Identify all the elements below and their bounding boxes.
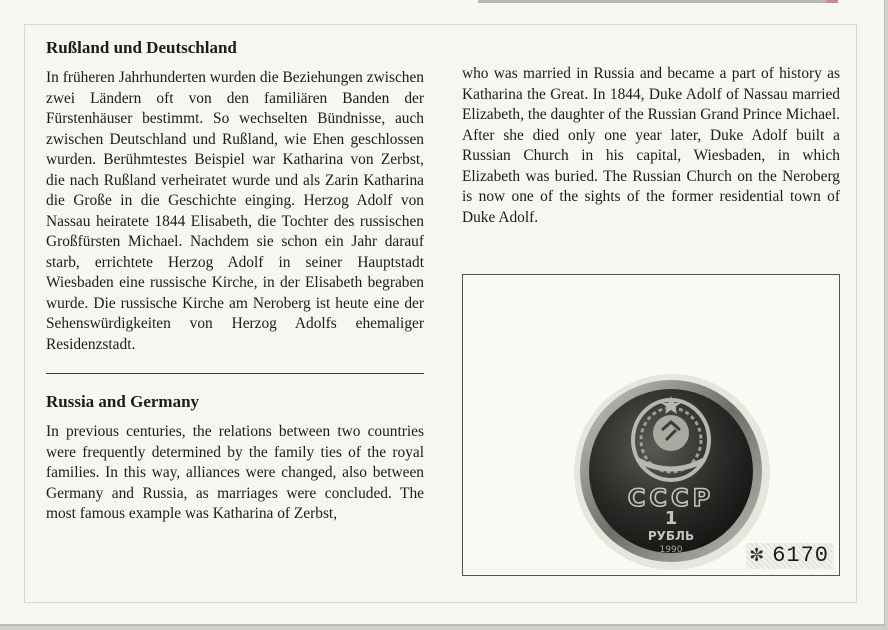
section-divider — [46, 373, 424, 374]
coin-country: СССР — [627, 484, 715, 512]
coin-denomination: 1 — [664, 508, 678, 529]
coin-panel — [462, 274, 840, 576]
serial-number-label — [746, 543, 833, 569]
top-edge-strip — [478, 0, 830, 3]
serial-number: 6170 — [772, 543, 829, 568]
asterisk-icon: ✼ — [749, 543, 765, 568]
left-column — [46, 38, 424, 525]
english-body-part1: In previous centuries, the relations between two countries were frequently determined by the family ties of the royal families. In this way, alliances were changed, also between Germany and Russia, as marriages were concluded. The most famous example was Katharina of Zerbst, — [46, 423, 424, 522]
right-column — [462, 64, 840, 228]
coin — [578, 378, 764, 564]
top-edge-accent — [826, 0, 838, 3]
coin-unit: РУБЛЬ — [647, 529, 695, 543]
english-body-part2: who was married in Russia and became a part of history as Katharina the Great. In 1844, Duke Adolf of Nassau married Elizabeth, the daughter of the Russian Grand Prince Michael. After she died only one year later, Duke Adolf built a Russian Church in his capital, Wiesbaden, in which Elizabeth was buried. The Russian Church on the Neroberg is now one of the sights of the former residential town of Duke Adolf. — [462, 65, 840, 226]
german-title: Rußland und Deutschland — [46, 38, 237, 57]
german-body: In früheren Jahrhunderten wurden die Beziehungen zwischen zwei Ländern oft von den familiären Banden der Fürstenhäuser bestimmt. So wechselten Bündnisse, auch zwischen Deutschland und Rußland, wie Ehen geschlossen wurden. Berühmtestes Beispiel war Katharina von Zerbst, die nach Rußland verheiratet wurde und als Zarin Katharina die Große in die Geschichte einging. Herzog Adolf von Nassau heiratete 1844 Elisabeth, die Tochter des russischen Großfürsten Michael. Nachdem sie schon ein Jahr darauf starb, errichtete Herzog Adolf in seiner Hauptstadt Wiesbaden eine russische Kirche, in der Elisabeth begraben wurde. Die russische Kirche am Neroberg ist heute eine der Sehenswürdigkeiten von Herzog Adolfs ehemaliger Residenzstadt. — [46, 69, 424, 353]
english-title: Russia and Germany — [46, 392, 200, 411]
coin-year: 1990 — [659, 545, 683, 555]
